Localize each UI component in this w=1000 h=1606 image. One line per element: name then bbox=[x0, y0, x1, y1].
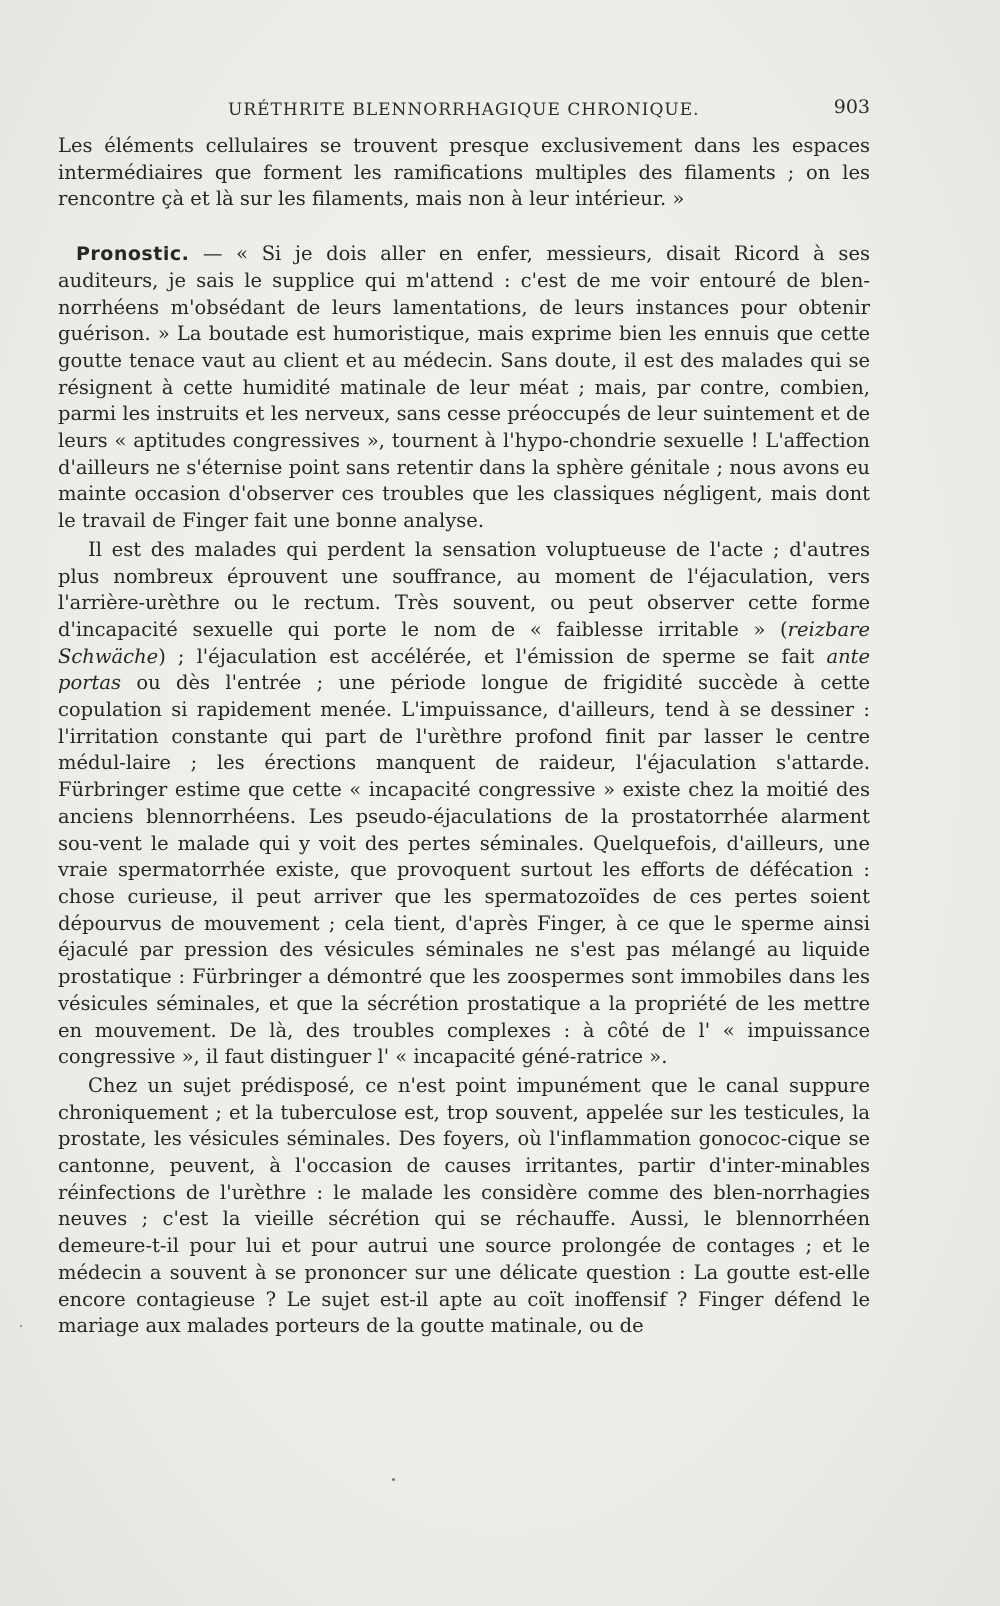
paragraph-3-part-c: ou dès l'entrée ; une période longue de frigidité succède à cette copulation si rapidement menée. L'impuissance, d'ailleurs, tend à se dessiner : l'irritation constante qui part de l'urèthre profond finit par lasser le centre médul-laire ; les érections manquent de raideur, l'éjaculation s'attarde. Fürbringer estime que cette « incapacité congressive » existe chez la moitié des anciens blennorrhéens. Les pseudo-éjaculations de la prostatorrhée alarment sou-vent le malade qui y voit des pertes séminales. Quelquefois, d'ailleurs, une vraie spermatorrhée existe, que provoquent surtout les efforts de défécation : chose curieuse, il peut arriver que les spermatozoïdes de ces pertes soient dépourvus de mouvement ; cela tient, d'après Finger, à ce que le sperme ainsi éjaculé par pression des vésicules séminales ne s'est pas mélangé au liquide prostatique : Fürbringer a démontré que les zoospermes sont immobiles dans les vésicules séminales, et que la sécrétion prostatique a la propriété de les mettre en mouvement. De là, des troubles complexes : à côté de l' « impuissance congressive », il faut distinguer l' « incapacité géné-ratrice ». bbox=[58, 671, 870, 1069]
page-number: 903 bbox=[833, 96, 870, 118]
running-title: URÉTHRITE BLENNORRHAGIQUE CHRONIQUE. bbox=[228, 100, 700, 120]
section-heading-pronostic: Pronostic. bbox=[76, 243, 190, 266]
ink-speck bbox=[20, 1325, 22, 1327]
running-head bbox=[58, 96, 870, 126]
paragraph-1: Les éléments cellulaires se trouvent presque exclusivement dans les espaces intermédiaires que forment les ramifications multiples des filaments ; on les rencontre çà et là sur les filaments, mais non à leur intérieur. » bbox=[58, 134, 870, 211]
paragraph-3 bbox=[58, 537, 870, 1071]
paragraph-3-part-b: ) ; l'éjaculation est accélérée, et l'émission de sperme se fait bbox=[158, 644, 827, 668]
ink-speck bbox=[392, 1478, 395, 1481]
paragraph-pronostic-text: — « Si je dois aller en enfer, messieurs, disait Ricord à ses auditeurs, je sais le supplice qui m'attend : c'est de me voir entouré de blen-norrhéens m'obsédant de leurs lamentations, de leurs instances pour obtenir guérison. » La boutade est humoristique, mais exprime bien les ennuis que cette goutte tenace vaut au client et au médecin. Sans doute, il est des malades qui se résignent à cette humidité matinale de leur méat ; mais, par contre, combien, parmi les instruits et les nerveux, sans cesse préoccupés de leur suintement et de leurs « aptitudes congressives », tournent à l'hypo-chondrie sexuelle ! L'affection d'ailleurs ne s'éternise point sans retentir dans la sphère génitale ; nous avons eu mainte occasion d'observer ces troubles que les classiques négligent, mais dont le travail de Finger fait une bonne analyse. bbox=[58, 242, 870, 533]
paragraph-pronostic bbox=[58, 241, 870, 535]
italic-reizbare-schwache: reizbare Schwäche bbox=[58, 617, 870, 668]
paragraph-3-part-a: Il est des malades qui perdent la sensation voluptueuse de l'acte ; d'autres plus nombreux éprouvent une souffrance, au moment de l'éjaculation, vers l'arrière-urèthre ou le rectum. Très souvent, ou peut observer cette forme d'incapacité sexuelle qui porte le nom de « faiblesse irritable » ( bbox=[58, 537, 870, 641]
italic-ante-portas: ante portas bbox=[58, 644, 870, 695]
body-text bbox=[58, 133, 870, 1340]
paragraph-4: Chez un sujet prédisposé, ce n'est point impunément que le canal suppure chroniquement ; et la tuberculose est, trop souvent, appelée sur les testicules, la prostate, les vésicules séminales. Des foyers, où l'inflammation gonococ-cique se cantonne, peuvent, à l'occasion de causes irritantes, partir d'inter-minables réinfections de l'urèthre : le malade les considère comme des blen-norrhagies neuves ; c'est la vieille sécrétion qui se réchauffe. Aussi, le blennorrhéen demeure-t-il pour lui et pour autrui une source prolongée de contages ; et le médecin a souvent à se prononcer sur une délicate question : La goutte est-elle encore contagieuse ? Le sujet est-il apte au coït inoffensif ? Finger défend le mariage aux malades porteurs de la goutte matinale, ou de bbox=[58, 1073, 870, 1338]
